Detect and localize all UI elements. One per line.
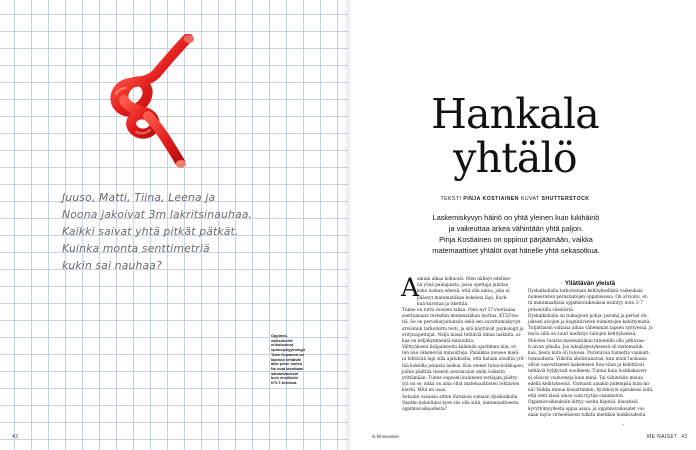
body-line: it aivan pihalla. Jos lukujärjestyksessä oli matematiik- xyxy=(528,344,644,350)
body-line: Tutjattaisin valtaisa aihaa vähemmän lapsen syntyessä, ja xyxy=(528,326,653,332)
website-url: is.fi/menaiset xyxy=(372,434,399,439)
lead-line: Laskemiskyvyn häiriö on yhtä yleinen kuin lukihäiriö xyxy=(432,213,600,222)
title-line: yhtälö xyxy=(453,134,577,182)
body-line: amuni alkaa kohuosti. Olen nähnyt edellise- xyxy=(417,277,512,282)
body-line: päässyt matematiikan kokeista läpi. Kurk- xyxy=(417,295,508,301)
page-number-left: 42 xyxy=(12,434,19,440)
body-line: Vasitko kokeiltaisi kyse siis olla siitä, matemaattisesta xyxy=(402,400,519,406)
body-line: olivat saavuttaneet laskemisen flow-tilan ja kehittävät xyxy=(528,363,645,369)
spine-shadow xyxy=(344,0,352,450)
body-line: edellä kehityksessä. Varmasti ainakin pidempää kuin mi- xyxy=(528,381,651,387)
body-line: Tunne on tuttu vuosien takaa. Olen nyt 37-vuotiaana xyxy=(402,307,516,313)
body-line: ni olisivat vauhomeja kuin minä. Tai vähintään minua xyxy=(528,375,643,381)
caption-line: laatinut tehtävät xyxy=(271,356,301,362)
byline-photo-label: KUVAT xyxy=(520,196,540,202)
body-line: numeeristen perustaitojen oppimisessa. On arvioitu, et- xyxy=(528,295,649,301)
caption-line: erikoistunut xyxy=(271,342,294,348)
body-line: tyä on se, mikä on aina ollut matemaattisten tehtävien xyxy=(402,382,520,388)
body-line: kaa, tiesin mitä oli tulossa. Puristavaa tunnetta vaamatt- xyxy=(528,350,650,356)
body-line: myös sillä on suuri merkitys taitojen kehityksessä. xyxy=(528,332,637,338)
byline-photographer: SHUTTERSTOCK xyxy=(541,196,590,202)
math-problem-text xyxy=(62,190,282,275)
caption-line: tälle jutun varten. xyxy=(271,361,304,367)
byline xyxy=(420,196,610,202)
caption-line: Ne ovat tasoltaan xyxy=(271,365,304,371)
drop-cap: A xyxy=(401,273,420,302)
body-line: tää kokeilla jokaista laskua. Kun etenet tuloa-toukkapoo, xyxy=(402,363,525,369)
lead-paragraph xyxy=(398,212,634,256)
lead-line: matemaattiset yhtälöt ovat hänelle yhtä sekasotkua. xyxy=(432,246,600,255)
caption-line: vaikeuksille xyxy=(271,337,293,343)
body-line: ni tehtävää lapi silla ajatuksella, että haluan aloaltin yrit- xyxy=(402,357,526,363)
lead-line: Pinja Kostiainen on oppinut pärjäämään, vaikka xyxy=(439,235,593,244)
body-line: tiä. Se on perusharjoituksiin sekä sen suvuttamiskyvyn xyxy=(402,320,521,326)
body-line: ten näe vähenevää minuutteja. Paniikkia nousee mieli- xyxy=(402,351,520,357)
body-line: erityisopettajat. Neljä niissä tehtäviä ilman laskinta, ai- xyxy=(402,332,522,338)
body-line: Dyskalkulialla tarkoitetaan kehityksellistä vaikeuksia xyxy=(528,289,643,294)
byline-text-label: TEKSTI xyxy=(440,196,462,202)
body-line: kyvyttömyydestä oppia asiaa, ja oppimisvaikeudet voi- xyxy=(528,406,645,412)
problem-line: Kaikki saivat yhtä pitkät pätkät. xyxy=(62,224,239,238)
body-line: jaksesi aivojen ja kognitiivisten toimintojen kehittymistä. xyxy=(528,319,651,325)
problem-line: kukin sai nauhaa? xyxy=(62,258,162,272)
caption-line: KTLT-testissä. xyxy=(271,380,298,386)
body-line: oppimisvaikeudesta? xyxy=(402,406,447,412)
body-line: kaa on neljäkymmentä minuuttia. xyxy=(402,338,475,344)
body-line: Välttyäkseni lisäpaineelta käännän ajastimen niin, et- xyxy=(402,345,517,351)
photo-caption xyxy=(271,334,309,386)
body-line: Sotsalin vasaisia sitten tärmäsin samaan djuskulkulla. xyxy=(402,394,519,400)
body-line: yrittämään. Tunne suposeli kuluneen testiajan päätty- xyxy=(402,376,519,381)
byline-author: PINJA KOSTIAINEN xyxy=(463,196,519,202)
body-line: Oppimisvaikeuksiin liittyy useita häpeää, kiusyksiä xyxy=(528,400,638,406)
caption-line: opuksipsyykolog/i xyxy=(271,347,305,353)
body-column-2 xyxy=(528,280,652,419)
problem-line: Kuinka monta senttimetriä xyxy=(62,241,210,255)
body-line: prosentilla väestöstä. xyxy=(528,307,575,313)
licorice-knot-image xyxy=(96,34,200,176)
section-subhead: Yllättävän yleistä xyxy=(564,280,616,287)
problem-line: Noona jakoivat 3m lakritsinauhaa. xyxy=(62,207,253,221)
body-line: koko luokan edessä, että olin ainoa, joka ei xyxy=(417,289,510,295)
lead-line: ja vaikeuttaa arkea vähintään yhtä paljon. xyxy=(448,224,584,233)
body-line: tomuudesta. Viikolla aholistanavan, kun muut luokassa xyxy=(528,357,647,363)
body-line: daan myös virheellisesti tulkita merkiksi heikkoudesta xyxy=(528,412,646,418)
caption-line: Oppimis- xyxy=(271,333,288,338)
page-number-right: 43 xyxy=(681,434,688,440)
body-line: nä! Vaikka minua kiusattiinkin, hyvitkoyin ajatuksesi siitä, xyxy=(528,388,654,393)
caption-line: Tuire Koponen on xyxy=(271,351,304,357)
body-line: tä matemaattisia oppimisvaikeuksia esiintyy noin 3–7 xyxy=(528,301,644,307)
article-title xyxy=(420,92,610,180)
body-line: asettumassa testeihin matematiikan luottaa, KTLT-tes- xyxy=(402,314,520,320)
caption-line: kuin ensilistiin xyxy=(271,375,299,381)
body-line: kiertä. Mitä en osaa. xyxy=(402,388,447,394)
problem-line: Juuso, Matti, Tiina, Leena ja xyxy=(62,191,216,204)
title-line: Hankala xyxy=(431,90,599,138)
body-line: joihin päättää tiesesti seuraavaan eniki vaikeita xyxy=(402,369,505,375)
caption-line: samantasoisia xyxy=(271,370,298,376)
body-line: Dyskalkulialla on tiukoguun pohja: perimä ja perusl oh- xyxy=(528,313,648,319)
body-column-1 xyxy=(401,273,526,413)
continue-arrow-icon: → xyxy=(620,421,625,427)
body-line: Muisteu tuoista matematiikan tunnetilla olla jatkuvaa- xyxy=(528,338,646,344)
body-line: että olen tässä ainoa vain tyytiin osaamaton. xyxy=(528,394,625,400)
page-folio-right xyxy=(647,434,687,440)
body-line: kua kuristaa ja itkettää. xyxy=(417,301,469,307)
body-line: nä yönä painajaista, jossa opettaja julistaa xyxy=(417,283,509,289)
magazine-name: ME NAISET xyxy=(647,434,678,440)
body-line: arvioiniin tarkoitettu testi, ja sitä käyttävät psykologit ja xyxy=(402,326,524,332)
body-line: tehtäviä hyljkyvalt suolineen. Tuntui kuin luokkakaveri- xyxy=(528,369,648,375)
